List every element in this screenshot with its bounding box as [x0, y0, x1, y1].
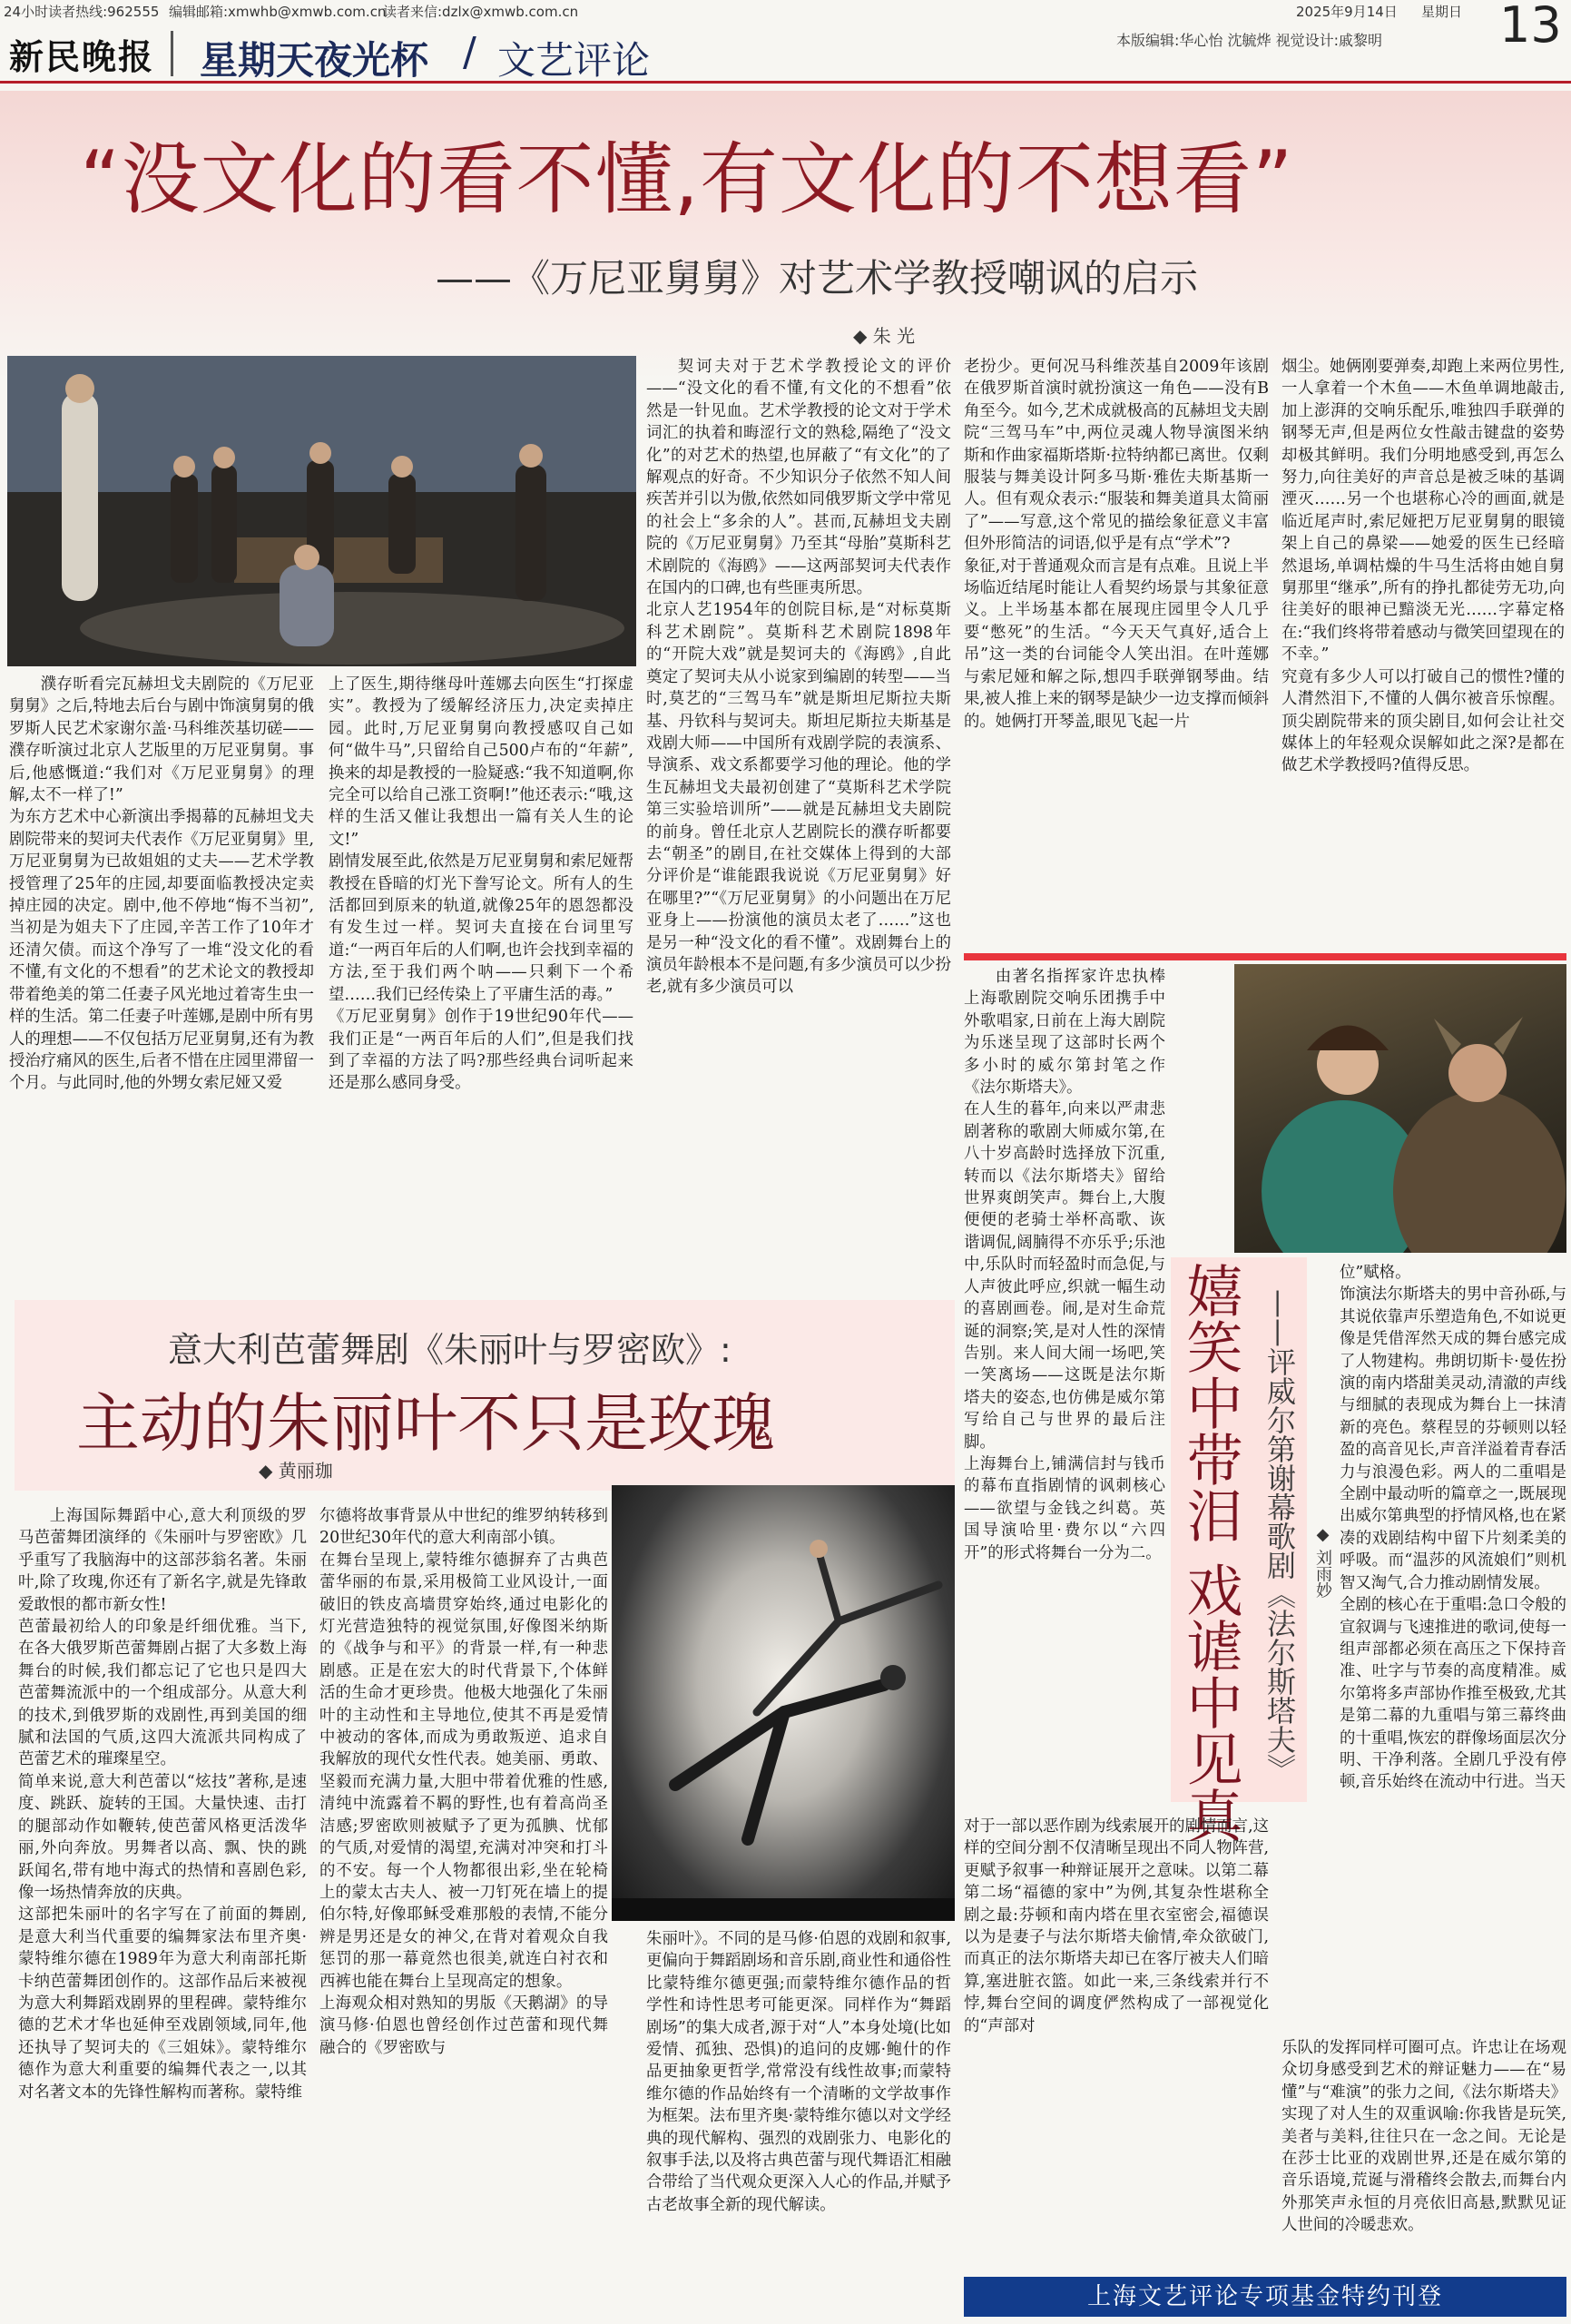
masthead-divider — [171, 31, 173, 76]
article3-subhead: ——评威尔第谢幕歌剧《法尔斯塔夫》 — [1262, 1289, 1297, 1783]
article2-col2-text: 尔德将故事背景从中世纪的维罗纳转移到20世纪30年代的意大利南部小镇。 在舞台呈现上,蒙特维尔德摒弃了古典芭蕾华丽的布景,采用极简工业风设计,一面破旧的铁皮高墙贯穿始终,通过电影化的灯光营造独特的视觉氛围,好像图米纳斯的《战争与和平》的背景一样,有一种悲剧感。正是在宏大的时代背景下,个体鲜活的生命才更珍贵。他极大地强化了朱丽叶的主动性和主导地位,使其不再是爱情中被动的客体,而成为勇敢叛逆、追求自我解放的现代女性代表。她美丽、勇敢、坚毅而充满力量,大胆中带着优雅的性感,清纯中流露着不羁的野性,也有着高尚圣洁感;罗密欧则被赋予了更为孤腆、忧郁的气质,对爱情的渴望,充满对冲突和打斗的不安。每一个人物都很出彩,坐在轮椅上的蒙太古夫人、被一刀钉死在墙上的提伯尔特,好像耶稣受难那般的表情,不能分辨是男还是女的神父,在背对着观众自我惩罚的那一幕竟然也很美,就连白衬衣和西裤也能在舞台上呈现高定的想象。 上海观众相对熟知的男版《天鹅湖》的导演马修·伯恩也曾经创作过芭蕾和现代舞融合的《罗密欧与 — [319, 1507, 608, 2057]
issue-weekday: 星期日 — [1421, 4, 1463, 20]
article3-col3-text: 位”赋格。 饰演法尔斯塔夫的男中音孙砾,与其说依靠声乐塑造角色,不如说更像是凭借浑然天成的舞台感完成了人物建构。弗朗切斯卡·曼佐扮演的南内塔甜美灵动,清澈的声线与细腻的表现成为舞台上一抹清新的亮色。蔡程昱的芬顿则以轻盈的高音见长,声音洋溢着青春活力与浪漫色彩。两人的二重唱是全剧中最动听的篇章之一,既展现出威尔第典型的抒情风格,也在紧凑的戏剧结构中留下片刻柔美的呼吸。而“温莎的风流娘们”则机智又淘气,合力推动剧情发展。 全剧的核心在于重唱:急口令般的宣叙调与飞速推进的歌词,使每一组声部都必须在高压之下保持音准、吐字与节奏的高度精准。威尔第将多声部协作推至极致,尤其是第二幕的九重唱与第三幕终曲的十重唱,恢宏的群像场面层次分明、干净利落。全剧几乎没有停顿,音乐始终在流动中行进。当天 — [1340, 1264, 1566, 1792]
article3-column-4 — [1281, 2037, 1566, 2270]
article1-col5-text: 烟尘。她俩刚要弹奏,却跑上来两位男性,一人拿着一个木鱼——木鱼单调地敲击,加上澎湃的交响乐配乐,唯独四手联弹的钢琴无声,但是两位女性敲击键盘的姿势却极其鲜明。我们分明地感受到,再怎么努力,向往美好的声音总是被乏味的基调湮灭……另一个也堪称心冷的画面,就是临近尾声时,索尼娅把万尼亚舅舅的眼镜架上自己的鼻梁——她爱的医生已经暗然退场,单调枯燥的牛马生活将由她自舅舅那里“继承”,所有的挣扎都徒劳无功,向往美好的眼神已黯淡无光……字幕定格在:“我们终将带着感动与微笑回望现在的不幸。” 究竟有多少人可以打破自己的惯性?懂的人潸然泪下,不懂的人偶尔被音乐惊醒。顶尖剧院带来的顶尖剧目,如何会让社交媒体上的年轻观众误解如此之深?是都在做艺术学教授吗?值得反思。 — [1281, 358, 1565, 775]
article2-column-1 — [18, 1505, 307, 2306]
article1-column-4 — [964, 356, 1269, 937]
article2-kicker: 意大利芭蕾舞剧《朱丽叶与罗密欧》: — [168, 1330, 731, 1370]
issue-date: 2025年9月14日 — [1296, 4, 1398, 20]
article2-col3-text: 朱丽叶》。不同的是马修·伯恩的戏剧和叙事,更偏向于舞蹈剧场和音乐剧,商业性和通俗性比蒙特维尔德更强;而蒙特维尔德作品的哲学性和诗性思考可能更深。同样作为“舞蹈剧场”的集大成者,源于对“人”本身处境(比如爱情、孤独、恐惧)的追问的皮娜·鲍什的作品更抽象更哲学,常常没有线性故事;而蒙特维尔德的作品始终有一个清晰的文学故事作为框架。法布里齐奥·蒙特维尔德以对文学经典的现代解构、强烈的戏剧张力、电影化的叙事手法,以及将古典芭蕾与现代舞语汇相融合带给了当代观众更深入人心的作品,并赋予古老故事全新的现代解读。 — [646, 1930, 951, 2214]
article1-column-3 — [646, 356, 951, 1284]
article3-col4-text: 乐队的发挥同样可圈可点。许忠让在场观众切身感受到艺术的辩证魅力——在“易懂”与“难演”的张力之间,《法尔斯塔夫》实现了对人生的双重讽喻:你我皆是玩笑,美者与美料,往往只在一念之间。无论是在莎士比亚的戏剧世界,还是在威尔第的音乐语境,荒诞与滑稽终会散去,而舞台内外那笑声永恒的月亮依旧高悬,默默见证人世间的冷暖悲欢。 — [1281, 2039, 1566, 2235]
editor-credits: 本版编辑:华心怡 沈毓烨 视觉设计:戚黎明 — [1116, 32, 1382, 49]
article1-stage-photo — [7, 356, 636, 666]
article3-col1-text: 由著名指挥家许忠执棒上海歌剧院交响乐团携手中外歌唱家,日前在上海大剧院为乐迷呈现了这部时长两个多小时的威尔第封笔之作《法尔斯塔夫》。 在人生的暮年,向来以严肃悲剧著称的歌剧大师威尔第,在八十岁高龄时选择放下沉重,转而以《法尔斯塔夫》留给世界爽朗笑声。舞台上,大腹便便的老骑士举杯高歌、诙谐调侃,阔腩得不亦乐乎;乐池中,乐队时而轻盈时而急促,与人声彼此呼应,织就一幅生动的喜剧画卷。闹,是对生命荒诞的洞察;笑,是对人性的深情告别。来人间大闹一场吧,笑一笑离场——这既是法尔斯塔夫的姿态,也仿佛是威尔第写给自己与世界的最后注脚。 上海舞台上,铺满信封与钱币的幕布直指剧情的讽刺核心——欲望与金钱之纠葛。英国导演哈里·费尔以“六四开”的形式将舞台一分为二。 — [964, 968, 1165, 1562]
column-name: 星期天夜光杯 — [200, 38, 429, 83]
top-info-bar — [0, 0, 1571, 20]
article3-column-1 — [964, 966, 1165, 1810]
article3-opera-photo — [1234, 964, 1566, 1253]
article2-col1-text: 上海国际舞蹈中心,意大利顶级的罗马芭蕾舞团演绎的《朱丽叶与罗密欧》几乎重写了我脑海中的这部莎翁名著。朱丽叶,除了玫瑰,你还有了新名字,就是先锋敢爱敢恨的都市新女性! 芭蕾最初给人的印象是纤细优雅。当下,在各大俄罗斯芭蕾舞剧占据了大多数上海舞台的时候,我们都忘记了它也只是四大芭蕾舞流派中的一个组成部分。从意大利的技术,到俄罗斯的戏剧性,再到美国的细腻和法国的气质,这四大流派共同构成了芭蕾艺术的璀璨星空。 简单来说,意大利芭蕾以“炫技”著称,是速度、跳跃、旋转的王国。大量快速、击打的腿部动作如鞭转,使芭蕾风格更活泼华丽,外向奔放。男舞者以高、飘、快的跳跃闻名,带有地中海式的热情和喜剧色彩,像一场热情奔放的庆典。 这部把朱丽叶的名字写在了前面的舞剧,是意大利当代重要的编舞家法布里齐奥·蒙特维尔德在1989年为意大利南部托斯卡纳芭蕾舞团创作的。这部作品后来被视为意大利舞蹈戏剧界的里程碑。蒙特维尔德的艺术才华也延伸至戏剧领域,同年,他还执导了契诃夫的《三姐妹》。蒙特维尔德作为意大利重要的编舞代表之一,以其对名著文本的先锋性解构而著称。蒙特维 — [18, 1507, 307, 2102]
masthead — [0, 20, 1571, 84]
article1-col2-text: 上了医生,期待继母叶莲娜去向医生“打探虚实”。教授为了缓解经济压力,决定卖掉庄园。此时,万尼亚舅舅向教授感叹自己如何“做牛马”,只留给自己500卢布的“年薪”,换来的却是教授的一脸疑惑:“我不知道啊,你完全可以给自己涨工资啊!”他还表示:“哦,这样的生活又催让我想出一篇有关人生的论文!” 剧情发展至此,依然是万尼亚舅舅和索尼娅帮教授在昏暗的灯光下誊写论文。所有人的生活都回到原来的轨道,就像25年的恩怨都没有发生过一样。契诃夫直接在台词里写道:“一两百年后的人们啊,也许会找到幸福的方法,至于我们两个呐——只剩下一个希望……我们已经传染上了平庸生活的毒。” 《万尼亚舅舅》创作于19世纪90年代——我们正是“一两百年后的人们”,但是我们找到了幸福的方法了吗?那些经典台词听起来还是那么感同身受。 — [329, 675, 633, 1093]
article1-column-1 — [9, 674, 314, 1284]
article1-subhead: ——《万尼亚舅舅》对艺术学教授嘲讽的启示 — [436, 256, 1199, 300]
sponsor-banner: 上海文艺评论专项基金特约刊登 — [964, 2277, 1566, 2317]
article3-headline: 嬉笑中带泪 戏谑中见真 — [1177, 1262, 1243, 1843]
article1-column-2 — [329, 674, 633, 1284]
article3-column-3 — [1340, 1262, 1566, 2034]
opera-singers-illustration — [1234, 964, 1566, 1253]
article3-byline: ◆ 刘雨妙 — [1313, 1525, 1332, 1599]
stage-photo-illustration — [7, 356, 636, 666]
reader-mail: 读者来信:dzlx@xmwb.com.cn — [383, 4, 579, 20]
article2-column-3 — [646, 1928, 951, 2309]
article2-column-2 — [319, 1505, 608, 2306]
article1-col3-text: 契诃夫对于艺术学教授论文的评价——“没文化的看不懂,有文化的不想看”依然是一针见血。艺术学教授的论文对于学术词汇的执着和晦涩行文的熟稔,隔绝了“没文化”的对艺术的热望,也屏蔽了“有文化”的了解观点的好奇。不少知识分子依然不知人间疾苦并引以为傲,依然如同俄罗斯文学中常见的社会上“多余的人”。甚而,瓦赫坦戈夫剧院的《万尼亚舅舅》乃至其“母胎”莫斯科艺术剧院的《海鸥》——这两部契诃夫代表作在国内的口碑,也有些匪夷所思。 北京人艺1954年的创院目标,是“对标莫斯科艺术剧院”。莫斯科艺术剧院1898年的“开院大戏”就是契诃夫的《海鸥》,自此奠定了契诃夫从小说家到编剧的转型——当时,莫艺的“三驾马车”就是斯坦尼斯拉夫斯基、丹钦科与契诃夫。斯坦尼斯拉夫斯基是戏剧大师——中国所有戏剧学院的表演系、导演系、戏文系都要学习他的理论。他的学生瓦赫坦戈夫最初创建了“莫斯科艺术学院第三实验培训所”——就是瓦赫坦戈夫剧院的前身。曾任北京人艺剧院长的濮存昕都要去“朝圣”的剧目,在社交媒体上得到的大部分评价是“谁能跟我说说《万尼亚舅舅》好在哪里?”“《万尼亚舅舅》的小问题出在万尼亚身上——扮演他的演员太老了……”这也是另一种“没文化的看不懂”。戏剧舞台上的演员年龄根本不是问题,有多少演员可以少扮老,就有多少演员可以 — [646, 358, 951, 997]
masthead-slash: / — [463, 29, 476, 75]
article1-col4-text: 老扮少。更何况马科维茨基自2009年该剧在俄罗斯首演时就扮演这一角色——没有B角至今。如今,艺术成就极高的瓦赫坦戈夫剧院“三驾马车”中,两位灵魂人物导演图米纳斯和作曲家福斯塔斯·拉特纳都已离世。仅剩服装与舞美设计阿多马斯·雅佐夫斯基斯一人。但有观众表示:“服装和舞美道具太简丽了”——写意,这个常见的描绘象征意义丰富但外形简洁的词语,似乎是有点“学术”? 象征,对于普通观众而言是有点难。且说上半场临近结尾时能让人看契约场景与其象征意义。上半场基本都在展现庄园里令人几乎要“憋死”的生活。“今天天气真好,适合上吊”这一类的台词能令人笑出泪。在叶莲娜与索尼娅和解之际,想四手联弹钢琴曲。结果,被人推上来的钢琴是缺少一边支撑而倾斜的。她俩打开琴盖,眼见飞起一片 — [964, 358, 1269, 731]
article3-top-rule — [964, 953, 1566, 960]
article3-col2-text: 对于一部以恶作剧为线索展开的剧情而言,这样的空间分割不仅清晰呈现出不同人物阵营,更赋予叙事一种辩证展开之意味。以第二幕第二场“福德的家中”为例,其复杂性堪称全剧之最:芬顿和南内塔在里衣室密会,福德误以为是妻子与法尔斯塔夫偷情,牵众欲破门,而真正的法尔斯塔夫却已在客厅被夫人们暗算,塞进脏衣篮。如此一来,三条线索并行不悖,舞台空间的调度俨然构成了一部视觉化的“声部对 — [964, 1817, 1269, 2035]
article2-byline: ◆ 黄丽珈 — [259, 1460, 333, 1482]
newspaper-logo: 新民晚报 — [9, 36, 155, 77]
article1-col1-text: 濮存昕看完瓦赫坦戈夫剧院的《万尼亚舅舅》之后,特地去后台与剧中饰演舅舅的俄罗斯人民艺术家谢尔盖·马科维茨基切磋——濮存昕演过北京人艺版里的万尼亚舅舅。事后,他感慨道:“我们对《万尼亚舅舅》的理解,太不一样了!” 为东方艺术中心新演出季揭幕的瓦赫坦戈夫剧院带来的契诃夫代表作《万尼亚舅舅》里,万尼亚舅舅为已故姐姐的丈夫——艺术学教授管理了25年的庄园,却要面临教授决定卖掉庄园的决定。剧中,他不停地“悔不当初”,当初是为姐夫下了庄园,辛苦工作了10年才还清欠债。而这个净写了一堆“没文化的看不懂,有文化的不想看”的艺术论文的教授却带着绝美的第二任妻子风光地过着寄生虫一样的生活。第二任妻子叶莲娜,是剧中所有男人的理想——不仅包括万尼亚舅舅,还有为教授治疗痛风的医生,后者不惜在庄园里滞留一个月。与此同时,他的外甥女索尼娅又爱 — [9, 675, 314, 1093]
edit-mail: 编辑邮箱:xmwhb@xmwb.com.cn — [169, 4, 387, 20]
article1-column-5 — [1281, 356, 1565, 937]
article3-column-2 — [964, 1816, 1269, 2270]
article2-ballet-photo — [612, 1485, 955, 1921]
ballet-dancers-illustration — [612, 1485, 955, 1921]
article2-headline: 主动的朱丽叶不只是玫瑰 — [76, 1386, 775, 1461]
page-number: 13 — [1499, 0, 1562, 54]
article1-byline: ◆ 朱 光 — [853, 325, 916, 347]
section-name: 文艺评论 — [497, 38, 651, 83]
hotline: 24小时读者热线:962555 — [4, 4, 160, 20]
article1-headline: “没文化的看不懂,有文化的不想看” — [80, 134, 1294, 225]
